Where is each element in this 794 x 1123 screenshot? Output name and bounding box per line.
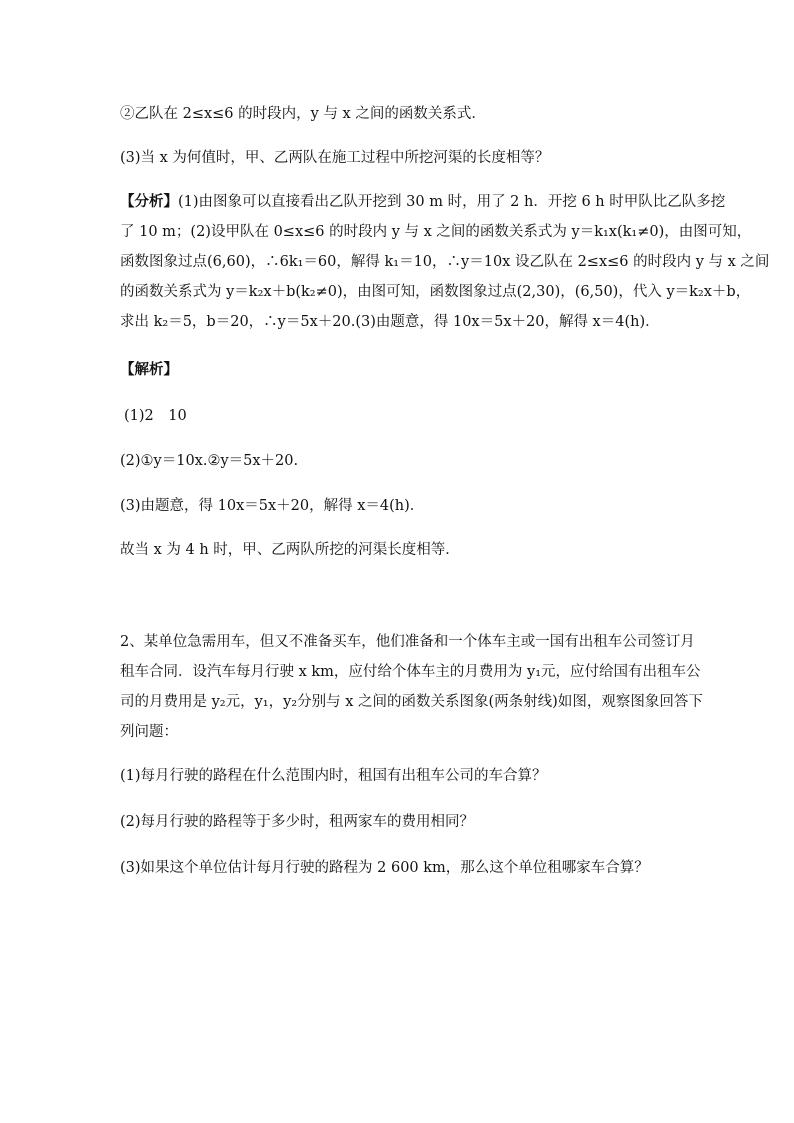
analysis-text-1: (1)由图象可以直接看出乙队开挖到 30 m 时，用了 2 h．开挖 6 h 时甲队比乙队多挖 bbox=[178, 194, 726, 210]
question-2-part-2: ②乙队在 2≤x≤6 的时段内，y 与 x 之间的函数关系式． bbox=[120, 106, 486, 122]
question-3: (3)当 x 为何值时，甲、乙两队在施工过程中所挖河渠的长度相等？ bbox=[120, 150, 550, 166]
analysis-line-1 bbox=[120, 192, 726, 212]
analysis-line-4: 的函数关系式为 y＝k₂x＋b(k₂≠0)，由图可知，函数图象过点(2,30)，(6,50)，代入 y＝k₂x＋b， bbox=[120, 284, 751, 300]
problem-2-stem-line-3: 司的月费用是 y₂元，y₁，y₂分别与 x 之间的函数关系图象(两条射线)如图，观察图象回答下 bbox=[120, 694, 703, 710]
problem-2-question-1: (1)每月行驶的路程在什么范围内时，租国有出租车公司的车合算？ bbox=[120, 768, 547, 784]
analysis-line-5: 求出 k₂＝5，b＝20，∴y＝5x＋20.(3)由题意，得 10x＝5x＋20，解得 x＝4(h)． bbox=[120, 314, 660, 330]
problem-2-question-2: (2)每月行驶的路程等于多少时，租两家车的费用相同？ bbox=[120, 814, 475, 830]
problem-2-stem-line-1: 2、某单位急需用车，但又不准备买车，他们准备和一个体车主或一国有出租车公司签订月 bbox=[120, 634, 695, 650]
analysis-label: 【分析】 bbox=[120, 193, 178, 210]
problem-2-question-3: (3)如果这个单位估计每月行驶的路程为 2 600 km，那么这个单位租哪家车合算？ bbox=[120, 860, 649, 876]
solution-3: (3)由题意，得 10x＝5x＋20，解得 x＝4(h)． bbox=[120, 498, 425, 514]
solution-label: 【解析】 bbox=[120, 361, 178, 378]
analysis-line-2: 了 10 m；(2)设甲队在 0≤x≤6 的时段内 y 与 x 之间的函数关系式为 y＝k₁x(k₁≠0)，由图可知， bbox=[120, 224, 752, 240]
solution-2: (2)①y＝10x.②y＝5x＋20. bbox=[120, 453, 299, 469]
analysis-line-3: 函数图象过点(6,60)，∴6k₁＝60，解得 k₁＝10，∴y＝10x 设乙队在 2≤x≤6 的时段内 y 与 x 之间 bbox=[120, 254, 770, 270]
problem-2-stem-line-4: 列问题： bbox=[120, 724, 178, 740]
conclusion: 故当 x 为 4 h 时，甲、乙两队所挖的河渠长度相等． bbox=[120, 542, 460, 558]
solution-1: (1)2 10 bbox=[124, 408, 187, 424]
problem-2-stem-line-2: 租车合同．设汽车每月行驶 x km，应付给个体车主的月费用为 y₁元，应付给国有出租车公 bbox=[120, 664, 701, 680]
